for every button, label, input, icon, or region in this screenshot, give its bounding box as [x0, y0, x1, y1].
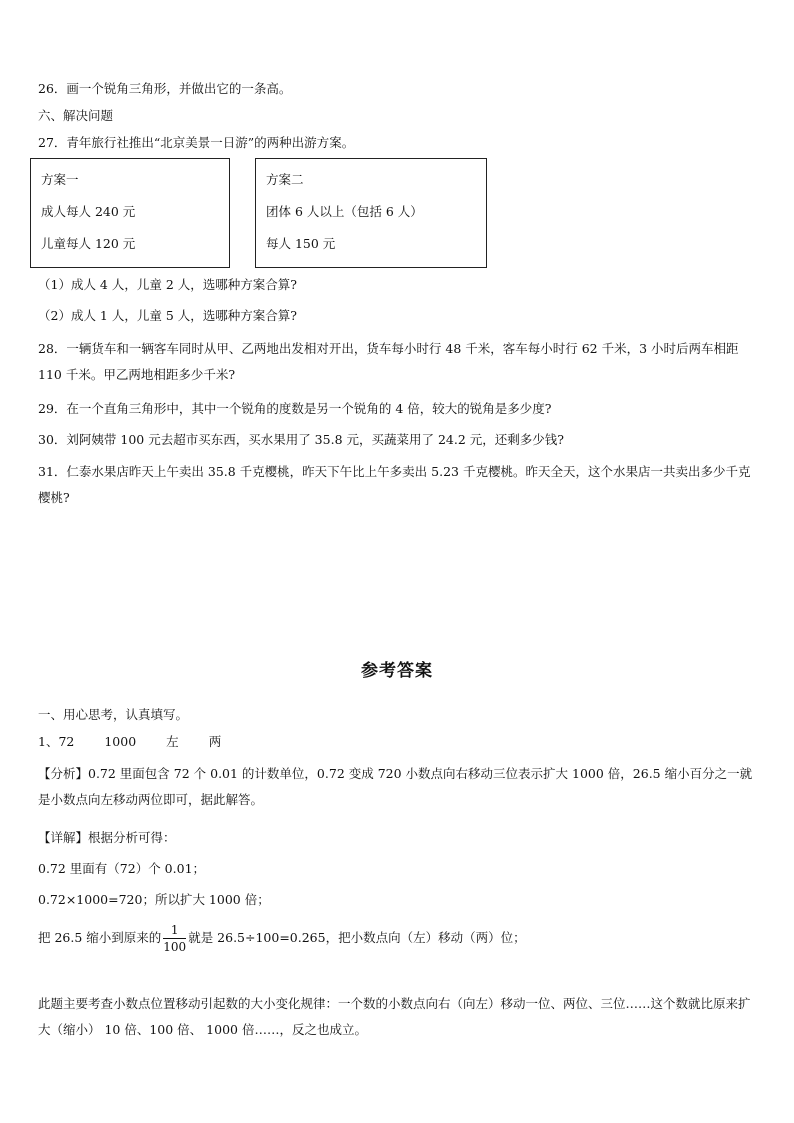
fraction-denominator: 100: [163, 940, 187, 954]
plan-one-adult-price: 成人每人 240 元: [41, 204, 136, 219]
answer-1-value-b: 1000: [104, 734, 137, 749]
plan-two-price: 每人 150 元: [266, 236, 336, 251]
plan-one-box: [30, 158, 230, 268]
fraction-one-hundredth: [163, 922, 186, 955]
detail-step-1: 0.72 里面有（72）个 0.01；: [38, 861, 206, 876]
detail-step-3-prefix: 把 26.5 缩小到原来的: [38, 930, 162, 945]
plan-two-group-rule: 团体 6 人以上（包括 6 人）: [266, 204, 423, 219]
answer-section-heading-1: 一、用心思考，认真填写。: [38, 707, 189, 722]
analysis-paragraph: 【分析】0.72 里面包含 72 个 0.01 的计数单位，0.72 变成 720 小数点向右移动三位表示扩大 1000 倍，26.5 缩小百分之一就是小数点向左移动两位即可，据此解答。: [38, 766, 753, 807]
summary-paragraph: 此题主要考查小数点位置移动引起数的大小变化规律：一个数的小数点向右（向左）移动一位、两位、三位……这个数就比原来扩大（缩小） 10 倍、100 倍、 1000 倍……，反之也成立。: [38, 996, 751, 1037]
detail-step-3: [38, 922, 526, 955]
question-31: 31．仁泰水果店昨天上午卖出 35.8 千克樱桃，昨天下午比上午多卖出 5.23 千克樱桃。昨天全天，这个水果店一共卖出多少千克樱桃?: [38, 464, 751, 505]
answer-1-value-a: 1、72: [38, 734, 75, 749]
plan-one-child-price: 儿童每人 120 元: [41, 236, 136, 251]
plan-one-title: 方案一: [41, 172, 79, 187]
question-27-part-1: （1）成人 4 人，儿童 2 人，选哪种方案合算?: [38, 277, 297, 292]
detail-step-2: 0.72×1000=720；所以扩大 1000 倍；: [38, 892, 270, 907]
answer-1-value-c: 左: [166, 734, 179, 749]
question-29: 29．在一个直角三角形中，其中一个锐角的度数是另一个锐角的 4 倍，较大的锐角是多少度?: [38, 401, 552, 416]
question-27-part-2: （2）成人 1 人，儿童 5 人，选哪种方案合算?: [38, 308, 297, 323]
question-27: 27．青年旅行社推出“北京美景一日游”的两种出游方案。: [38, 135, 355, 150]
plan-two-box: [255, 158, 487, 268]
detail-label: 【详解】根据分析可得：: [38, 830, 176, 845]
answer-1-value-d: 两: [208, 734, 222, 749]
plan-two-title: 方案二: [266, 172, 304, 187]
section-heading-6: 六、解决问题: [38, 108, 114, 123]
question-28: 28．一辆货车和一辆客车同时从甲、乙两地出发相对开出，货车每小时行 48 千米，客车每小时行 62 千米，3 小时后两车相距 110 千米。甲乙两地相距多少千米?: [38, 341, 739, 382]
question-30: 30．刘阿姨带 100 元去超市买东西，买水果用了 35.8 元，买蔬菜用了 24.2 元，还剩多少钱?: [38, 432, 564, 447]
question-26: 26．画一个锐角三角形，并做出它的一条高。: [38, 81, 292, 96]
detail-step-3-suffix: 就是 26.5÷100=0.265，把小数点向（左）移动（两）位；: [188, 930, 526, 945]
fraction-numerator: 1: [163, 922, 186, 939]
answer-1: [38, 733, 221, 751]
answer-key-title: 参考答案: [361, 661, 433, 681]
